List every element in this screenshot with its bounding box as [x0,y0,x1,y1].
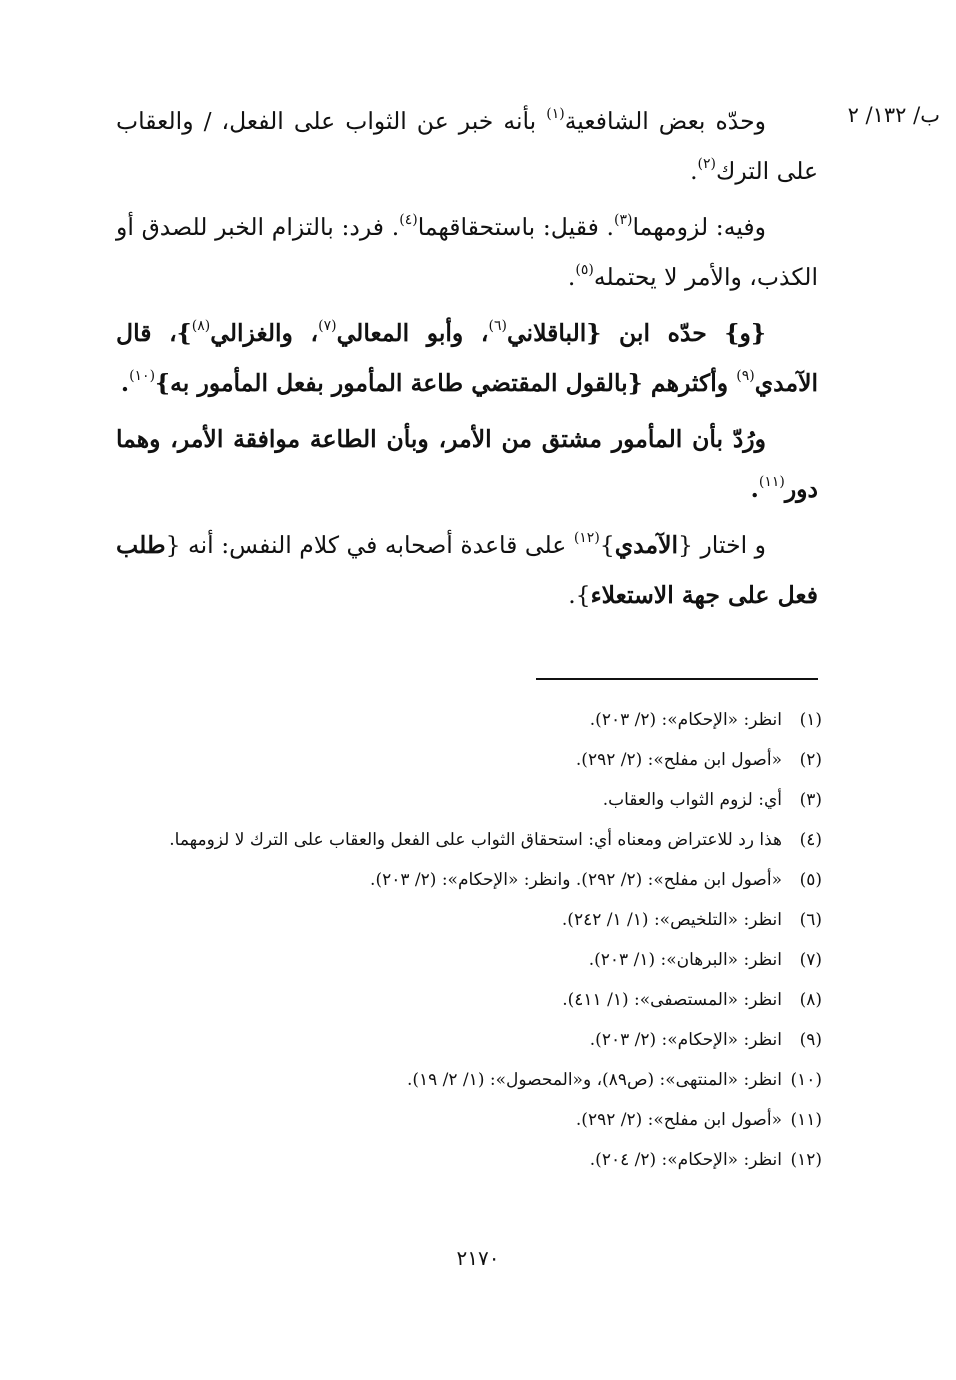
paragraph-5-text-c: على قاعدة أصحابه في كلام النفس: أنه { [165,531,574,559]
footnote-text: هذا رد للاعتراض ومعناه أي: استحقاق الثواب على الفعل والعقاب على الترك لا لزومهما. [169,830,782,850]
page-number: ٢١٧٠ [456,1246,500,1270]
paragraph-3-text-b: ، وأبو المعالي [336,319,489,347]
footnote-text: انظر: «الإحكام»: (٢/ ٢٠٣). [589,710,782,730]
paragraph-3-text-a: {و} حدّه ابن {الباقلاني [506,319,766,347]
footnote-ref-9[interactable]: (٩) [736,368,755,385]
footnote-item [112,900,822,940]
paragraph-2-text-c: . فرد: بالتزام الخبر للصدق أو الكذب، والأمر لا يحتمله [116,213,818,291]
paragraph-1-text-a: وحدّه بعض الشافعية [564,107,766,135]
footnote-item [112,700,822,740]
paragraph-4-text-a: ورُدّ بأن المأمور مشتق من الأمر، وبأن الطاعة موافقة الأمر، وهما دور [116,425,818,503]
footnote-item [112,1140,822,1180]
paragraph-3-text-c: ، والغزالي [210,319,319,347]
footnote-ref-7[interactable]: (٧) [318,318,337,335]
footnote-item [112,940,822,980]
footnote-text: انظر: «الإحكام»: (٢/ ٢٠٤). [589,1150,782,1170]
paragraph-5-text-d: }. [568,581,591,609]
footnote-number: (٢) [799,750,822,770]
footnote-number: (١٠) [790,1070,822,1090]
footnote-text: انظر: «الإحكام»: (٢/ ٢٠٣). [589,1030,782,1050]
footnote-number: (٥) [799,870,822,890]
footnote-item [112,860,822,900]
footnote-number: (١١) [790,1110,822,1130]
paragraph-5-bold-c: طلب فعل على جهة الاستعلاء [116,531,818,609]
paragraph-1-text-b: بأنه خبر عن الثواب على الفعل، / والعقاب على الترك [116,107,818,185]
footnote-number: (٧) [799,950,822,970]
footnote-item [112,1060,822,1100]
footnote-number: (٣) [799,790,822,810]
footnote-number: (٦) [799,910,822,930]
footnote-text: انظر: «البرهان»: (١/ ٢٠٣). [588,950,782,970]
footnote-number: (١٢) [790,1150,822,1170]
footnote-number: (٤) [799,830,822,850]
paragraph-4 [116,414,818,514]
footnote-text: «أصول ابن مفلح»: (٢/ ٢٩٢). [575,1110,782,1130]
footnote-ref-12[interactable]: (١٢) [573,530,600,547]
footnote-text: «أصول ابن مفلح»: (٢/ ٢٩٢). وانظر: «الإحكام»: (٢/ ٢٠٣). [370,870,782,890]
footnote-number: (٩) [799,1030,822,1050]
footnote-ref-2[interactable]: (٢) [697,156,717,173]
paragraph-2-text-a: وفيه: لزومهما [632,213,766,241]
footnote-item [112,820,822,860]
paragraph-2 [116,202,818,302]
paragraph-5-bold-a: الآمدي [614,531,678,559]
footnote-text: أي: لزوم الثواب والعقاب. [602,790,782,810]
footnote-item [112,1020,822,1060]
footnote-ref-4[interactable]: (٤) [399,212,418,229]
footnote-item [112,980,822,1020]
footnote-item [112,740,822,780]
paragraph-3-text-d: }، قال الآمدي [116,319,818,397]
footnote-item [112,1100,822,1140]
footnote-text: انظر: «المنتهى»: (ص٨٩)، و«المحصول»: (١/ ٢/ ١٩). [406,1070,782,1090]
footnotes-list [112,700,822,1180]
footnote-number: (٨) [799,990,822,1010]
main-text [116,96,818,626]
footnote-ref-8[interactable]: (٨) [191,318,211,335]
footnote-ref-11[interactable]: (١١) [758,474,785,491]
paragraph-2-text-d: . [567,263,576,291]
footnote-text: انظر: «المستصفى»: (١/ ٤١١). [562,990,782,1010]
paragraph-1-text-c: . [690,157,698,185]
paragraph-4-text-b: . [750,475,759,503]
paragraph-3-text-f: . [120,369,130,397]
footnote-divider [536,678,818,680]
paragraph-2-text-b: . فقيل: باستحقاقهما [417,213,614,241]
footnote-ref-6[interactable]: (٦) [488,318,507,335]
paragraph-3-text-e: وأكثرهم {بالقول المقتضي طاعة المأمور بفعل المأمور به} [155,369,737,397]
footnote-ref-5[interactable]: (٥) [575,262,594,279]
footnote-ref-3[interactable]: (٣) [614,212,633,229]
paragraph-3 [116,308,818,408]
footnote-item [112,780,822,820]
paragraph-5-text-b: } [599,531,615,559]
paragraph-5-text-a: و اختار { [678,531,766,559]
footnote-ref-1[interactable]: (١) [546,106,565,123]
paragraph-5 [116,520,818,620]
footnote-number: (١) [799,710,822,730]
footnote-text: انظر: «التلخيص»: (١/ ١/ ٢٤٢). [561,910,782,930]
footnote-ref-10[interactable]: (١٠) [129,368,156,385]
manuscript-folio-marker: ب/ ١٣٢/ ٢ [847,103,940,127]
paragraph-1 [116,96,818,196]
footnote-text: «أصول ابن مفلح»: (٢/ ٢٩٢). [575,750,782,770]
